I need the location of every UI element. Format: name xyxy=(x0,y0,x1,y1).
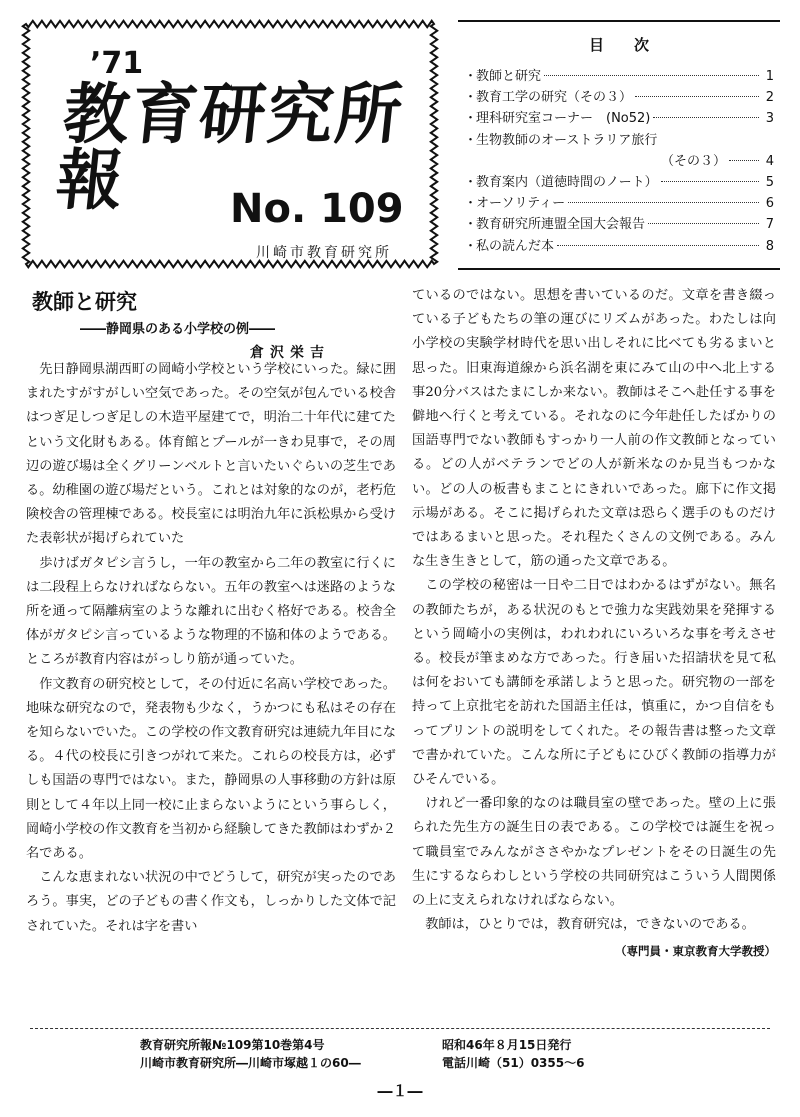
article xyxy=(20,282,780,1022)
colophon-phone-line: 電話川崎（51）0355～6 xyxy=(442,1056,585,1070)
author-affiliation: （専門員・東京教育大学教授） xyxy=(615,944,776,959)
paragraph: こんな恵まれない状況の中でどうして，研究が実ったのであろう。事実，どの子どもの書く作文も，しっかりした文体で記されていた。それは字を書い xyxy=(26,870,396,934)
paragraph: ているのではない。思想を書いているのだ。文章を書き綴っている子どもたちの筆の運びにリズムがあった。わたしは向小学校の実験学材時代を思い出しそれに比べても劣るまいと思った。旧東海道線から浜名湖を東にみて山の中へ北上する事20分バスはたまにしか来ない。教師はそこへ赴任する事を僻地へ行くと考えている。それなのに今年赴任したばかりの国語専門でない教師もすっかり一人前の作文教師となっている。どの人がベテランでどの人が新米なのか見当もつかない。どの人の板書もまことにきれいであった。廊下に作文掲示場がある。そこに掲げられた文章は恐らく選手のものだけではあるまいと思った。それ程たくさんの文例である。みんな生き生きとして，筋の通った文章である。 xyxy=(412,288,776,570)
colophon-address-line: 川崎市教育研究所―川崎市塚越１の60― xyxy=(140,1056,361,1070)
toc-list xyxy=(464,66,774,257)
paragraph: 先日静岡県湖西町の岡崎小学校という学校にいった。緑に囲まれたすがすがしい空気であった。その空気が包んでいる校舎はつぎ足しつぎ足しの木造平屋建てで，明治二十年代に建てたという文化財もある。体育館とプールが一きわ見事で，その周辺の遊び場は全くグリーンベルトと言いたいぐらいの芝生である。幼稚園の遊び場だという。これとは対象的なのが，老朽危険校舎の管理棟である。校長室には明治九年に浜松県から受けた表彰状が掲げられていた xyxy=(26,362,396,547)
article-author: 倉沢栄吉 xyxy=(250,345,330,361)
paragraph: けれど一番印象的なのは職員室の壁であった。壁の上に張られた先生方の誕生日の表である。この学校では誕生を祝って職員室でみんながささやかなプレゼントをその日誕生の先生にするならわしという学校の共同研究はこういう人間関係の上に支えられなければならない。 xyxy=(412,796,776,909)
toc-item: ・ 教師と研究 1 xyxy=(464,69,774,84)
masthead xyxy=(20,18,440,270)
toc-item: ・ 理科研究室コーナー (No52) 3 xyxy=(464,111,774,127)
article-column-left xyxy=(26,358,396,939)
article-title: 教師と研究 xyxy=(32,290,137,314)
colophon-left xyxy=(140,1036,361,1072)
toc-item: ・ 教育研究所連盟全国大会報告 7 xyxy=(464,217,774,233)
masthead-year: ’71 xyxy=(90,46,144,81)
toc-heading: 目 次 xyxy=(588,36,649,54)
toc-item: ・ オーソリティー 6 xyxy=(464,196,774,212)
paragraph: 作文教育の研究校として，その付近に名高い学校であった。地味な研究なので，発表物も少なく，うかつにも私はその存在を知らないでいた。この学校の作文教育研究は連続九年目になる。４代の校長に引きつがれて来た。これらの校長方は，必ずしも国語の専門ではない。また，静岡県の人事移動の方針は原則として４年以上同一校に止まらないようにという事らしく，岡崎小学校の作文教育を当初から経験してきた教師はわずか２名である。 xyxy=(26,676,396,862)
footer-rule xyxy=(30,1028,770,1029)
publisher-name: 川崎市教育研究所 xyxy=(256,245,392,261)
toc-item: ・ 教育案内（道徳時間のノート） 5 xyxy=(464,175,774,191)
page-number: ―１― xyxy=(377,1082,423,1100)
issue-number: No. 109 xyxy=(230,186,404,232)
article-column-right xyxy=(412,284,776,964)
toc-top-rule xyxy=(458,20,780,22)
colophon-date-line: 昭和46年８月15日発行 xyxy=(442,1038,572,1052)
toc-item: ・ 生物教師のオーストラリア旅行 xyxy=(464,132,658,148)
toc-item: ・ 私の読んだ本 8 xyxy=(464,238,774,254)
colophon-issue-line: 教育研究所報№109第10巻第4号 xyxy=(140,1038,325,1052)
paragraph: 歩けばガタピシ言うし，一年の教室から二年の教室に行くには二段程上らなければならない。五年の教室へは迷路のような所を通って隔離病室のような離れに出むく格好である。校舎全体がガタピシ言っているような物理的不協和体のようである。ところが教育内容はがっしり筋が通っていた。 xyxy=(26,555,396,668)
colophon-right xyxy=(442,1036,584,1072)
paragraph: この学校の秘密は一日や二日ではわかるはずがない。無名の教師たちが，ある状況のもとで強力な実践効果を発揮するという岡崎小の実例は，われわれにいろいろな事を考えさせる。校長が筆まめな方であった。行き届いた招請状を見て私は何をおいても講師を承諾しようと思った。研究物の一部を持って上京批宅を訪れた国語主任は，慎重に，かつ自信をもってプリントの説明をしてくれた。その報告書は整った文章で書かれていた。こんな所に子どもにひびく教師の指導力がひそんでいる。 xyxy=(412,578,776,788)
article-subtitle: ――静岡県のある小学校の例―― xyxy=(80,322,276,337)
toc-bottom-rule xyxy=(458,268,780,270)
table-of-contents xyxy=(458,20,780,270)
paragraph: 教師は，ひとりでは，教育研究は，できないのである。 xyxy=(425,917,755,933)
toc-item: ・ 教育工学の研究（その３） 2 xyxy=(464,90,774,106)
masthead-title: 教育研究所報 xyxy=(52,76,408,219)
toc-item-continued: （その３） 4 xyxy=(660,153,774,169)
